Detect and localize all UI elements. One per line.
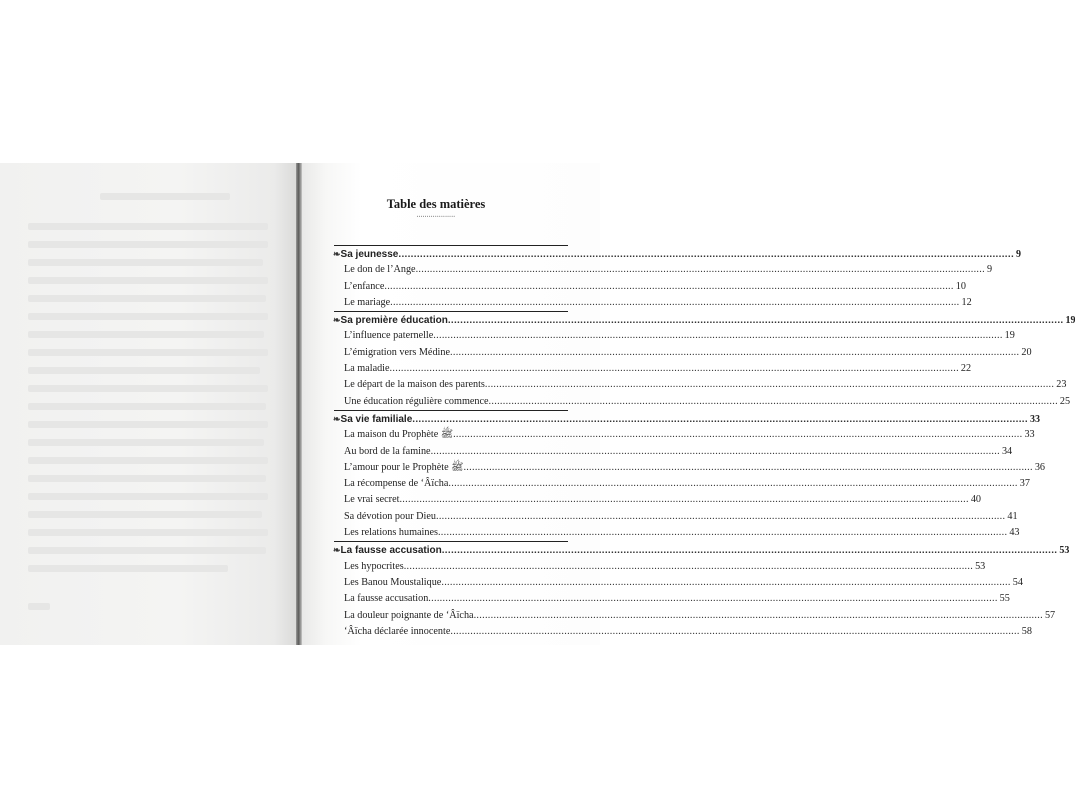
toc-page-number: 34 — [1001, 445, 1013, 457]
toc-page-number: 33 — [1024, 429, 1035, 441]
toc-page-number: 20 — [1021, 346, 1032, 358]
toc-page-number: 10 — [955, 280, 966, 292]
dot-leader: ........................................................................................................................................................................................................ — [453, 429, 1023, 441]
dot-leader: ........................................................................................................................................................................................................ — [441, 576, 1011, 588]
toc-section-title: Sa jeunesse — [340, 249, 399, 260]
toc-page-number: 19 — [1004, 330, 1015, 342]
dot-leader: ........................................................................................................................................................................................................ — [433, 330, 1003, 342]
toc-entry-row[interactable] — [334, 279, 966, 295]
toc-section-row[interactable] — [333, 246, 1022, 262]
dot-leader: ........................................................................................................................................................................................................ — [450, 346, 1020, 358]
dot-leader: ........................................................................................................................................................................................................ — [437, 527, 1008, 539]
toc-entry-label: Le départ de la maison des parents — [344, 379, 485, 391]
toc-page-number: 23 — [1056, 379, 1067, 391]
page-title: Table des matières — [386, 197, 486, 211]
toc-entry-row[interactable] — [334, 624, 1032, 640]
dot-leader: ........................................................................................................................................................................................................ — [447, 315, 1064, 327]
dot-leader: ........................................................................................................................................................................................................ — [484, 379, 1055, 391]
toc-page-number: 57 — [1044, 609, 1056, 621]
book-spread — [0, 163, 1075, 645]
toc-entry-label: Une éducation régulière commence — [344, 395, 489, 407]
toc-entry-label: Sa dévotion pour Dieu — [344, 510, 436, 522]
toc-page-number: 53 — [1059, 545, 1070, 557]
toc-page-number: 25 — [1059, 395, 1071, 407]
toc-entry-label: La maladie — [344, 363, 390, 375]
leaf-ornament-icon: ❧ — [333, 249, 341, 259]
dot-leader: ........................................................................................................................................................................................................ — [473, 609, 1043, 621]
toc-entry-row[interactable] — [334, 295, 972, 311]
toc-entry-label: La douleur poignante de ‘Âïcha — [344, 609, 474, 621]
toc-entry-label: Le vrai secret — [344, 494, 400, 506]
toc-entry-label: La maison du Prophète ﷺ — [344, 429, 454, 441]
toc-entry-row[interactable] — [334, 476, 1030, 492]
dot-leader: ........................................................................................................................................................................................................ — [430, 445, 1000, 457]
toc-page-number: 19 — [1065, 315, 1075, 327]
toc-entry-label: L’émigration vers Médine — [344, 346, 450, 358]
toc-entry-label: La fausse accusation — [344, 593, 429, 605]
right-page — [302, 163, 1075, 645]
toc-entry-label: L’amour pour le Prophète ﷺ — [344, 461, 464, 473]
dot-leader: ........................................................................................................................................................................................................ — [488, 395, 1058, 407]
toc-entry-label: L’influence paternelle — [344, 330, 434, 342]
toc-entry-row[interactable] — [334, 427, 1035, 443]
toc-page-number: 54 — [1012, 576, 1023, 588]
dot-leader: ........................................................................................................................................................................................................ — [389, 363, 959, 375]
toc-entry-row[interactable] — [334, 608, 1056, 624]
toc-entry-label: Les hypocrites — [344, 560, 404, 572]
toc-entry-label: La récompense de ‘Âïcha — [344, 478, 449, 490]
toc-entry-row[interactable] — [334, 492, 981, 508]
toc-entry-label: ‘Âïcha déclarée innocente — [344, 625, 451, 637]
toc-page-number: 55 — [999, 593, 1010, 605]
toc-entry-label: Le mariage — [344, 296, 391, 308]
toc-section-title: Sa vie familiale — [340, 413, 413, 425]
toc-entry-label: Les Banou Moustalique — [344, 576, 442, 588]
toc-page-number: 33 — [1029, 413, 1040, 425]
toc-entry-row[interactable] — [334, 444, 1013, 460]
toc-entry-row[interactable] — [334, 509, 1018, 525]
toc-entry-label: Les relations humaines — [344, 527, 438, 539]
toc-page-number: 12 — [961, 296, 972, 308]
toc-entry-row[interactable] — [334, 328, 1015, 344]
toc-entry-label: Le don de l’Ange — [344, 264, 416, 276]
title-ornament: ꞏꞏꞏꞏꞏꞏꞏꞏꞏꞏꞏꞏꞏꞏꞏꞏꞏꞏꞏ — [416, 215, 456, 220]
toc-page-number: 58 — [1021, 625, 1032, 637]
toc-page-number: 40 — [970, 494, 981, 506]
dot-leader: ........................................................................................................................................................................................................ — [428, 593, 998, 605]
leaf-ornament-icon: ❧ — [333, 413, 341, 424]
dot-leader: ........................................................................................................................................................................................................ — [463, 461, 1033, 473]
toc-entry-row[interactable] — [334, 591, 1010, 607]
toc-page-number: 53 — [975, 560, 986, 572]
toc-page-number: 41 — [1007, 510, 1018, 522]
dot-leader: ........................................................................................................................................................................................................ — [384, 280, 954, 292]
left-page-blank — [0, 163, 298, 645]
dot-leader: ........................................................................................................................................................................................................ — [435, 510, 1006, 522]
table-of-contents — [333, 245, 1075, 640]
dot-leader: ........................................................................................................................................................................................................ — [399, 494, 969, 506]
dot-leader: ........................................................................................................................................................................................................ — [450, 625, 1020, 637]
toc-entry-row[interactable] — [334, 361, 972, 377]
dot-leader: ........................................................................................................................................................................................................ — [441, 545, 1058, 557]
toc-entry-row[interactable] — [334, 345, 1032, 361]
toc-page-number: 9 — [986, 264, 993, 276]
toc-page-number: 22 — [960, 363, 972, 375]
toc-section-row[interactable] — [333, 411, 1040, 427]
toc-entry-row[interactable] — [334, 575, 1023, 591]
toc-section-title: Sa première éducation — [340, 315, 448, 327]
toc-page-number: 9 — [1016, 249, 1022, 260]
toc-entry-row[interactable] — [334, 460, 1046, 476]
toc-entry-row[interactable] — [334, 394, 1071, 410]
toc-page-number: 37 — [1019, 478, 1030, 490]
toc-entry-row[interactable] — [334, 262, 993, 278]
leaf-ornament-icon: ❧ — [333, 545, 341, 556]
dot-leader: ........................................................................................................................................................................................................ — [415, 264, 985, 276]
toc-entry-row[interactable] — [334, 559, 986, 575]
toc-page-number: 43 — [1009, 527, 1020, 539]
dot-leader: ........................................................................................................................................................................................................ — [403, 560, 974, 572]
dot-leader: ........................................................................................................................................................................................................ — [398, 249, 1015, 260]
toc-entry-label: Au bord de la famine — [344, 445, 431, 457]
toc-section-title: La fausse accusation — [340, 545, 442, 557]
toc-entry-label: L’enfance — [344, 280, 385, 292]
toc-section-row[interactable] — [333, 542, 1070, 558]
toc-section-row[interactable] — [333, 312, 1075, 328]
toc-entry-row[interactable] — [334, 377, 1067, 393]
dot-leader: ........................................................................................................................................................................................................ — [412, 413, 1028, 425]
dot-leader: ........................................................................................................................................................................................................ — [390, 296, 960, 308]
toc-page-number: 36 — [1034, 461, 1046, 473]
dot-leader: ........................................................................................................................................................................................................ — [448, 478, 1018, 490]
toc-entry-row[interactable] — [334, 525, 1020, 541]
leaf-ornament-icon: ❧ — [333, 315, 341, 326]
